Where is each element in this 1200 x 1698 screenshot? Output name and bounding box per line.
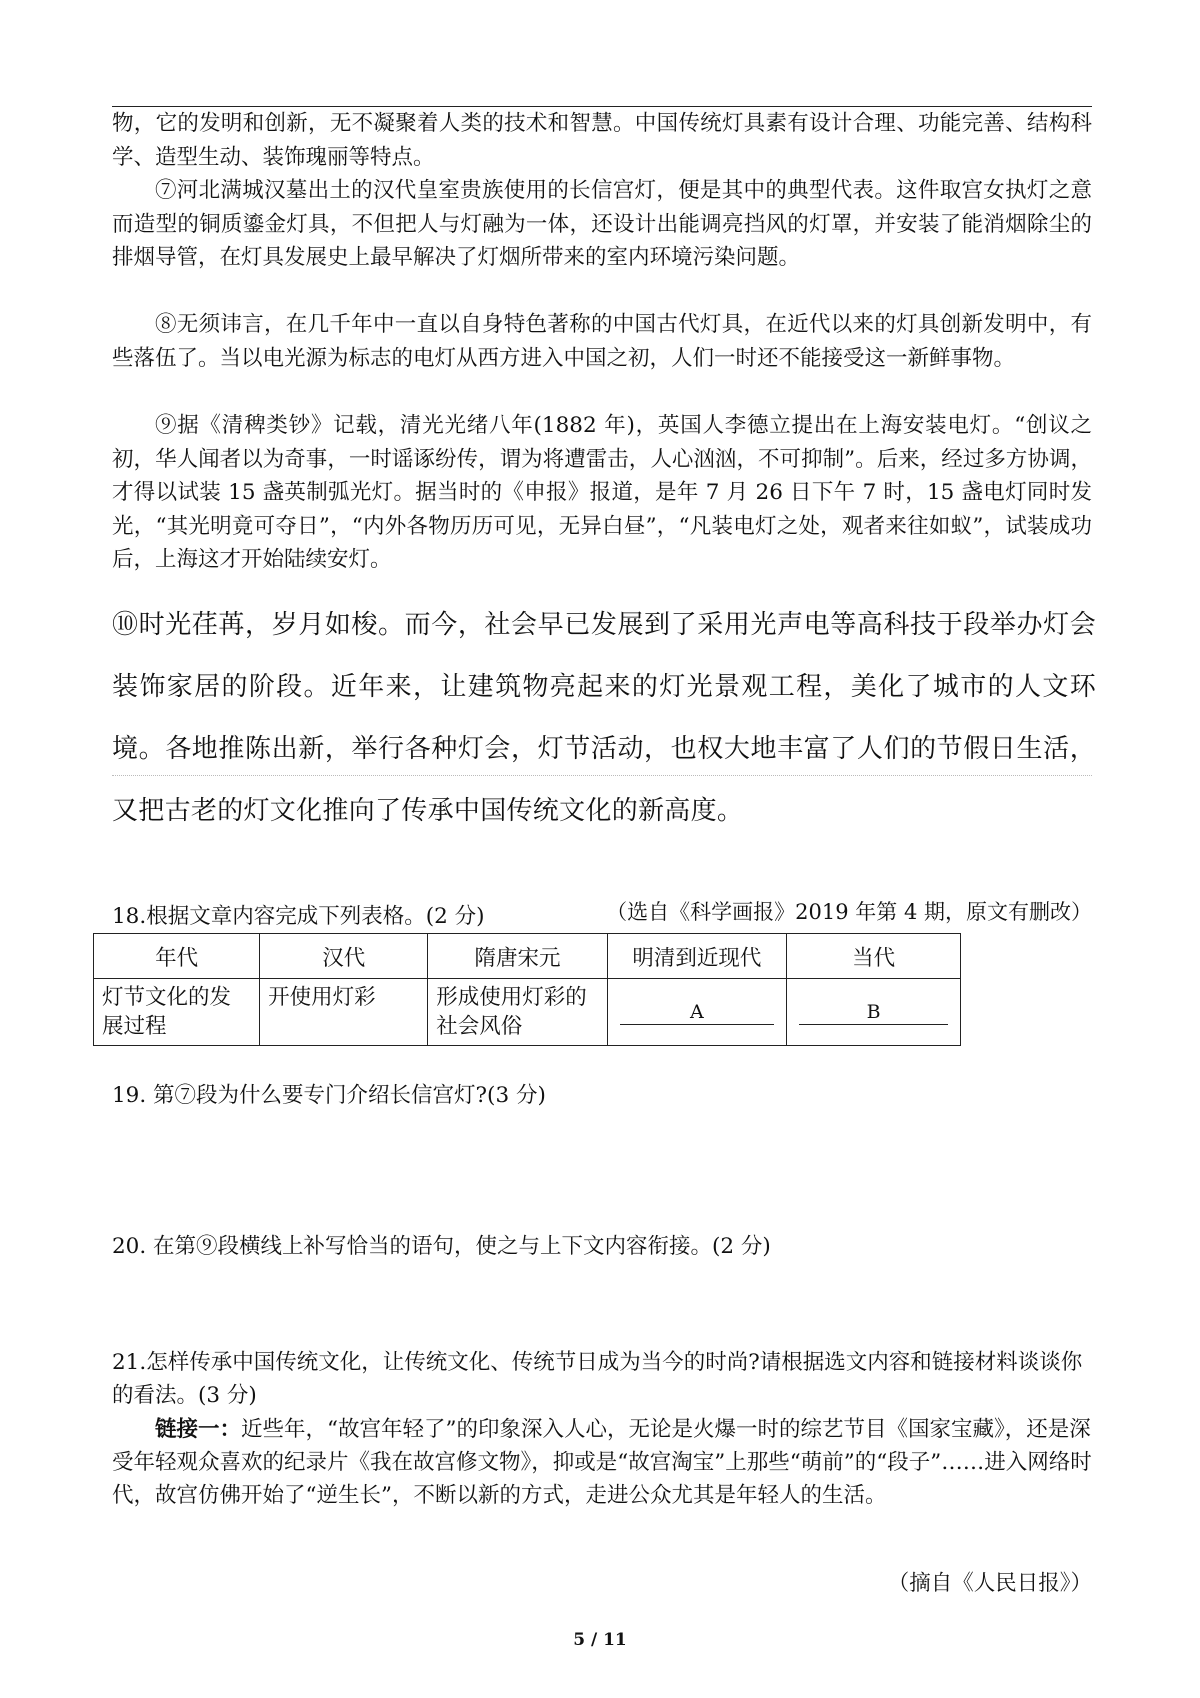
paragraph-8: ⑧无须讳言，在几千年中一直以自身特色著称的中国古代灯具，在近代以来的灯具创新发明中，有些落伍了。当以电光源为标志的电灯从西方进入中国之初，人们一时还不能接受这一新鲜事物。: [112, 312, 1092, 371]
paragraph-10: ⑩时光荏苒，岁月如梭。而今，社会早已发展到了采用光声电等高科技于段举办灯会装饰家居的阶段。近年来，让建筑物亮起来的灯光景观工程，美化了城市的人文环境。各地推陈出新，举行各种灯会，灯节活动，也权大地丰富了人们的节假日生活，又把古老的灯文化推向了传承中国传统文化的新高度。: [112, 610, 1096, 826]
paragraph-6-tail: 物，它的发明和创新，无不凝聚着人类的技术和智慧。中国传统灯具素有设计合理、功能完善、结构科学、造型生动、装饰瑰丽等特点。: [112, 111, 1092, 170]
link-one-text: 近些年，“故宫年轻了”的印象深入人心，无论是火爆一时的综艺节目《国家宝藏》，还是深受年轻观众喜欢的纪录片《我在故宫修文物》，抑或是“故宫淘宝”上那些“萌前”的“段子”……进入网络时代，故宫仿佛开始了“逆生长”，不断以新的方式，走进公众尤其是年轻人的生活。: [112, 1417, 1092, 1508]
paragraph-7: ⑦河北满城汉墓出土的汉代皇室贵族使用的长信宫灯，便是其中的典型代表。这件取宫女执灯之意而造型的铜质鎏金灯具，不但把人与灯融为一体，还设计出能调亮挡风的灯罩，并安装了能消烟除尘的排烟导管，在灯具发展史上最早解决了灯烟所带来的室内环境污染问题。: [112, 178, 1092, 270]
table-header-cell: 当代: [787, 934, 961, 979]
answer-blank-a[interactable]: A: [620, 1000, 774, 1025]
link-one: [112, 1413, 1092, 1512]
table-cell: 开使用灯彩: [260, 979, 428, 1046]
source-citation: （选自《科学画报》2019 年第 4 期，原文有删改）: [606, 900, 1092, 924]
answer-blank-b[interactable]: B: [799, 1000, 948, 1025]
table-cell: 形成使用灯彩的社会风俗: [428, 979, 607, 1046]
table-header-cell: 明清到近现代: [607, 934, 786, 979]
page-number: 5 / 11: [573, 1630, 627, 1650]
table-header-cell: 隋唐宋元: [428, 934, 607, 979]
answer-table: [93, 933, 961, 1046]
table-header-cell: 年代: [94, 934, 260, 979]
table-header-row: [94, 934, 961, 979]
question-21: 21.怎样传承中国传统文化，让传统文化、传统节日成为当今的时尚?请根据选文内容和链接材料谈谈你的看法。(3 分): [112, 1350, 1083, 1408]
table-row-label: 灯节文化的发展过程: [94, 979, 260, 1046]
table-row: [94, 979, 961, 1046]
table-blank-cell: [787, 979, 961, 1046]
paragraph-9: ⑨据《清稗类钞》记载，清光光绪八年(1882 年)，英国人李德立提出在上海安装电灯。“创议之初，华人闻者以为奇事，一时谣诼纷传，谓为将遭雷击，人心汹汹，不可抑制”。后来，经过多方协调，才得以试装 15 盏英制弧光灯。据当时的《申报》报道，是年 7 月 26 日下午 7 时，15 盏电灯同时发光，“其光明竟可夺日”，“内外各物历历可见，无异白昼”，“凡装电灯之处，观者来往如蚁”，试装成功后，上海这才开始陆续安灯。: [112, 413, 1092, 572]
question-18: 18.根据文章内容完成下列表格。(2 分): [112, 904, 485, 929]
table-header-cell: 汉代: [260, 934, 428, 979]
dotted-divider: [112, 775, 1092, 776]
question-20: 20. 在第⑨段横线上补写恰当的语句，使之与上下文内容衔接。(2 分): [112, 1234, 771, 1259]
table-blank-cell: [607, 979, 786, 1046]
link-one-title: 链接一：: [155, 1417, 242, 1442]
link-one-credit: （摘自《人民日报》）: [887, 1571, 1092, 1596]
question-19: 19. 第⑦段为什么要专门介绍长信宫灯?(3 分): [112, 1083, 546, 1108]
